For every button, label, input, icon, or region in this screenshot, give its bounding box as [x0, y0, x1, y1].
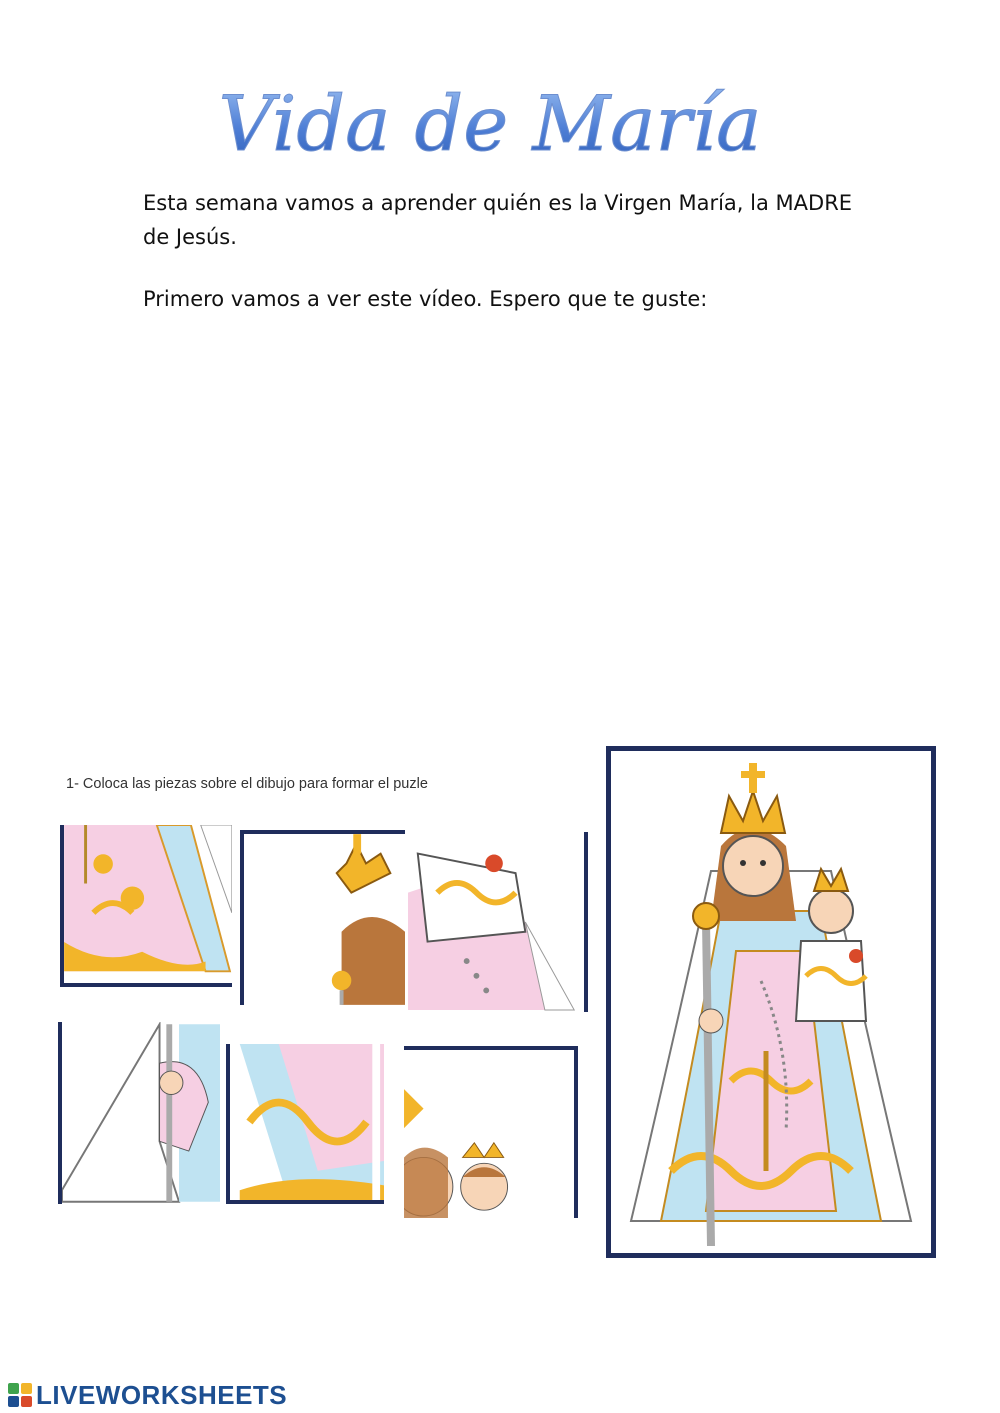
title-graphic — [200, 78, 780, 178]
hand-scepter-image — [62, 1022, 220, 1204]
puzzle-piece-4[interactable] — [58, 1022, 220, 1204]
puzzle-instruction: 1- Coloca las piezas sobre el dibujo para formar el puzle — [66, 776, 428, 792]
page-title — [200, 78, 780, 178]
robe-hem-image — [64, 825, 232, 983]
virgin-mary-illustration — [611, 751, 931, 1253]
puzzle-piece-2[interactable] — [240, 830, 405, 1005]
crown-head-image — [244, 834, 405, 1005]
child-robe-image — [408, 832, 584, 1012]
intro-line-2: Primero vamos a ver este vídeo. Espero que te guste: — [143, 287, 708, 311]
faces-image — [404, 1050, 574, 1218]
brand-name: LIVEWORKSHEETS — [36, 1379, 288, 1410]
footer-brand — [8, 1380, 287, 1410]
mantle-pattern-image — [230, 1044, 384, 1200]
intro-text — [143, 186, 883, 316]
puzzle-piece-1[interactable] — [60, 825, 232, 987]
liveworksheets-logo-icon — [8, 1383, 32, 1407]
puzzle-piece-3[interactable] — [408, 832, 588, 1012]
intro-line-1: Esta semana vamos a aprender quién es la Virgen María, la MADRE de Jesús. — [143, 191, 853, 249]
puzzle-reference-image — [606, 746, 936, 1258]
title-text: Vida de María — [218, 79, 762, 168]
puzzle-piece-5[interactable] — [226, 1044, 384, 1204]
puzzle-piece-6[interactable] — [404, 1046, 578, 1218]
